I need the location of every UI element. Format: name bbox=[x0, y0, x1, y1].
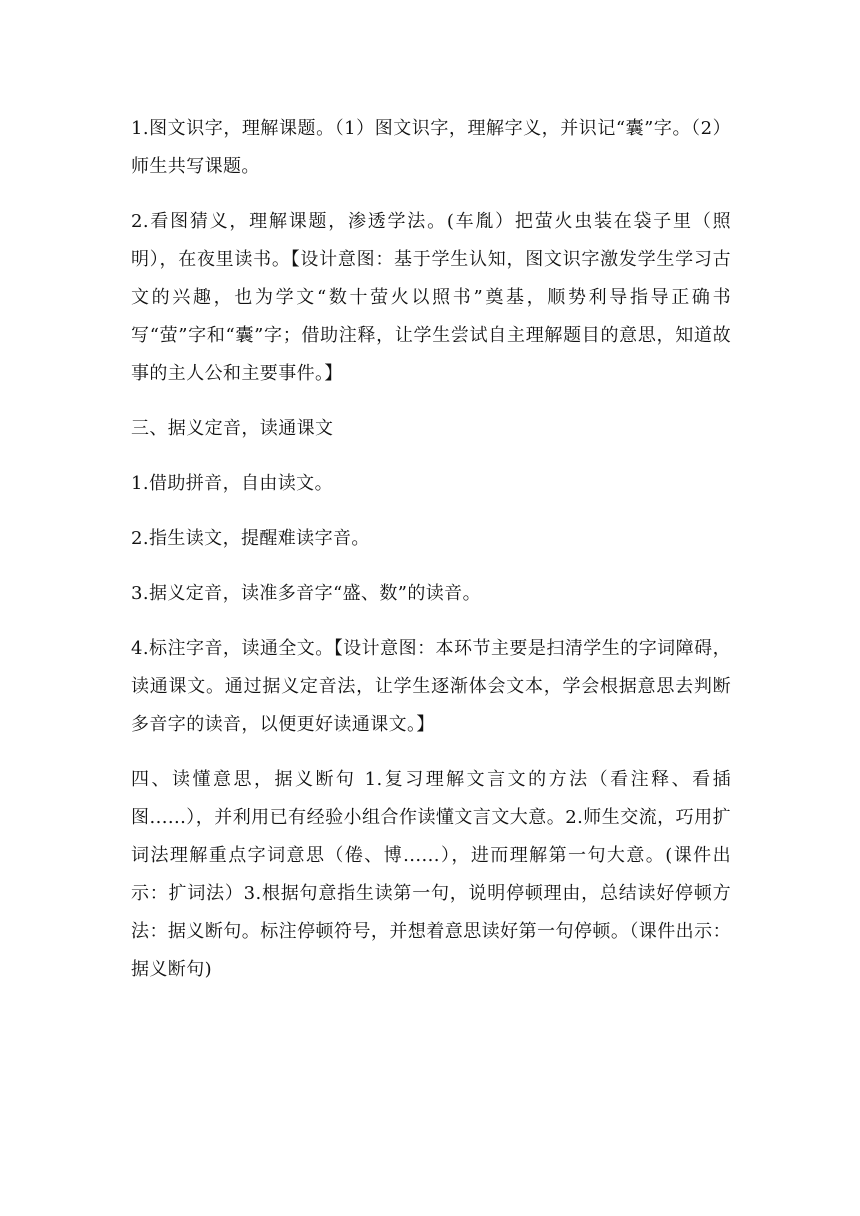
paragraph-8: 四、读懂意思，据义断句 1.复习理解文言文的方法（看注释、看插图......），并利用已有经验小组合作读懂文言文大意。2.师生交流，巧用扩词法理解重点字词意思（倦、博......），进而理解第一句大意。(课件出示：扩词法）3.根据句意指生读第一句，说明停顿理由，总结读好停顿方法：据义断句。标注停顿符号，并想着意思读好第一句停顿。（课件出示：据义断句) bbox=[131, 769, 731, 980]
paragraph-4: 1.借助拼音，自由读文。 bbox=[131, 473, 333, 494]
paragraph-6: 3.据义定音，读准多音字“盛、数”的读音。 bbox=[131, 583, 481, 604]
paragraph-5: 2.指生读文，提醒难读字音。 bbox=[131, 528, 370, 549]
document-body bbox=[131, 110, 731, 1006]
paragraph-2: 2.看图猜义，理解课题，渗透学法。(车胤）把萤火虫装在袋子里（照明），在夜里读书。【设计意图：基于学生认知，图文识字激发学生学习古文的兴趣，也为学文“数十萤火以照书”奠基，顺势利导指导正确书写“萤”字和“囊”字；借助注释，让学生尝试自主理解题目的意思，知道故事的主人公和主要事件。】 bbox=[131, 211, 731, 384]
paragraph-7: 4.标注字音，读通全文。【设计意图：本环节主要是扫清学生的字词障碍，读通课文。通过据义定音法，让学生逐渐体会文本，学会根据意思去判断多音字的读音，以便更好读通课文。】 bbox=[131, 638, 731, 735]
paragraph-1: 1.图文识字，理解课题。（1）图文识字，理解字义，并识记“囊”字。（2）师生共写课题。 bbox=[131, 118, 731, 177]
section-heading-3: 三、据义定音，读通课文 bbox=[131, 418, 334, 439]
